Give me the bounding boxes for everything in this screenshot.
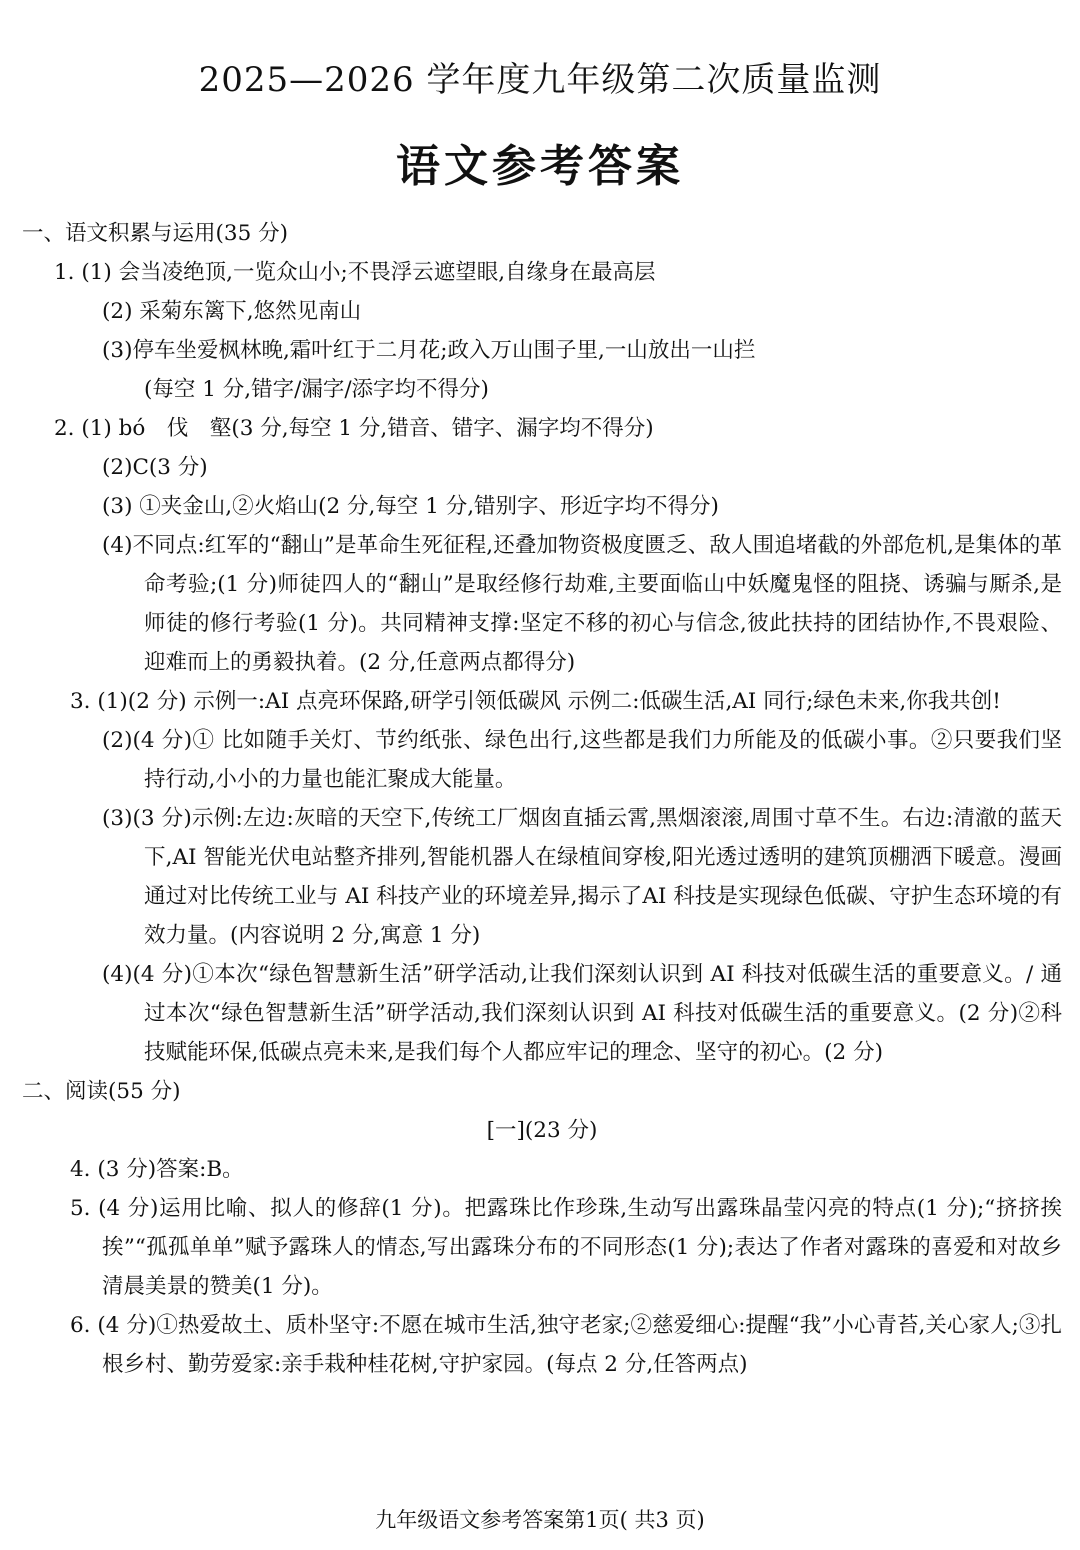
question-3-part-3: (3)(3 分)示例:左边:灰暗的天空下,传统工厂烟囱直插云霄,黑烟滚滚,周围寸草不生。右边:清澈的蓝天下,AI 智能光伏电站整齐排列,智能机器人在绿植间穿梭,阳光透过透明的建筑顶棚洒下暖意。漫画通过对比传统工业与 AI 科技产业的环境差异,揭示了AI 科技是实现绿色低碳、守护生态环境的有效力量。(内容说明 2 分,寓意 1 分): [102, 806, 1062, 948]
reading-part-1-heading: [一](23 分): [486, 1118, 598, 1143]
question-3-part-1: 3. (1)(2 分) 示例一:AI 点亮环保路,研学引领低碳风 示例二:低碳生活,AI 同行;绿色未来,你我共创!: [70, 689, 1001, 714]
question-2-part-3: (3) ①夹金山,②火焰山(2 分,每空 1 分,错别字、形近字均不得分): [102, 494, 719, 519]
question-1-part-2: (2) 采菊东篱下,悠然见南山: [102, 299, 362, 324]
question-1-part-3: (3)停车坐爱枫林晚,霜叶红于二月花;政入万山围子里,一山放出一山拦: [102, 338, 756, 363]
section-2-heading: 二、阅读(55 分): [22, 1079, 181, 1104]
question-1-part-1: 1. (1) 会当凌绝顶,一览众山小;不畏浮云遮望眼,自缘身在最高层: [54, 260, 656, 285]
question-2-part-1: 2. (1) bó 伐 壑(3 分,每空 1 分,错音、错字、漏字均不得分): [54, 416, 654, 441]
question-1-scoring-note: (每空 1 分,错字/漏字/添字均不得分): [144, 377, 489, 402]
answer-content: [22, 214, 1062, 1384]
question-2-part-4: (4)不同点:红军的“翻山”是革命生死征程,还叠加物资极度匮乏、敌人围追堵截的外部危机,是集体的革命考验;(1 分)师徒四人的“翻山”是取经修行劫难,主要面临山中妖魔鬼怪的阻挠、诱骗与厮杀,是师徒的修行考验(1 分)。共同精神支撑:坚定不移的初心与信念,彼此扶持的团结协作,不畏艰险、迎难而上的勇毅执着。(2 分,任意两点都得分): [102, 533, 1062, 675]
question-6: 6. (4 分)①热爱故土、质朴坚守:不愿在城市生活,独守老家;②慈爱细心:提醒“我”小心青苔,关心家人;③扎根乡村、勤劳爱家:亲手栽种桂花树,守护家园。(每点 2 分,任答两点): [70, 1313, 1062, 1377]
question-5: 5. (4 分)运用比喻、拟人的修辞(1 分)。把露珠比作珍珠,生动写出露珠晶莹闪亮的特点(1 分);“挤挤挨挨”“孤孤单单”赋予露珠人的情态,写出露珠分布的不同形态(1 分);表达了作者对露珠的喜爱和对故乡清晨美景的赞美(1 分)。: [70, 1196, 1062, 1299]
question-4: 4. (3 分)答案:B。: [70, 1157, 244, 1182]
question-3-part-2: (2)(4 分)① 比如随手关灯、节约纸张、绿色出行,这些都是我们力所能及的低碳小事。②只要我们坚持行动,小小的力量也能汇聚成大能量。: [102, 728, 1062, 792]
section-1-heading: 一、语文积累与运用(35 分): [22, 221, 288, 246]
question-2-part-2: (2)C(3 分): [102, 455, 208, 480]
question-3-part-4: (4)(4 分)①本次“绿色智慧新生活”研学活动,让我们深刻认识到 AI 科技对低碳生活的重要意义。/ 通过本次“绿色智慧新生活”研学活动,我们深刻认识到 AI 科技对低碳生活的重要意义。(2 分)②科技赋能环保,低碳点亮未来,是我们每个人都应牢记的理念、坚守的初心。(2 分): [102, 962, 1062, 1065]
page-footer: 九年级语文参考答案第1页( 共3 页): [375, 1508, 705, 1532]
exam-title: 2025—2026 学年度九年级第二次质量监测: [198, 60, 882, 100]
answer-key-title: 语文参考答案: [396, 141, 684, 192]
